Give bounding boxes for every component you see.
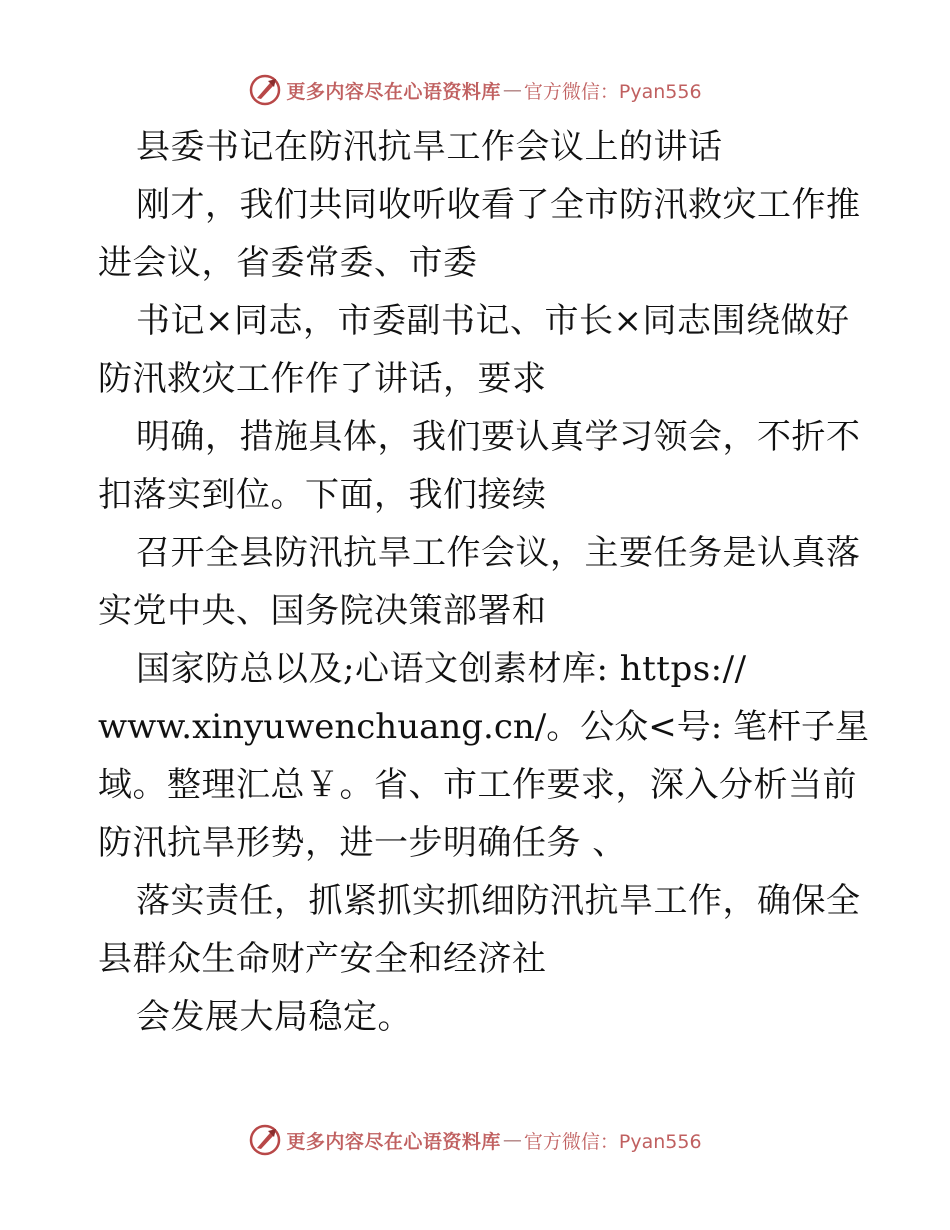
banner-separator: — [502, 1129, 522, 1151]
paragraph-line: 进会议，省委常委、市委 [98, 243, 478, 283]
paragraph-line: 会发展大局稳定。 [136, 997, 412, 1037]
paragraph-line: 防汛救灾工作作了讲话，要求 [98, 359, 547, 399]
quill-seal-logo-icon [248, 73, 282, 107]
banner-separator: — [502, 79, 522, 101]
banner-text: 更多内容尽在心语资料库 [286, 1130, 501, 1153]
paragraph-line: 国家防总以及;心语文创素材库: https:// [136, 649, 747, 689]
banner-wechat: 官方微信：Pyan556 [523, 80, 702, 103]
paragraph-line: 域。整理汇总￥。省、市工作要求，深入分析当前 [98, 765, 857, 805]
paragraph-line: 县群众生命财产安全和经济社 [98, 939, 547, 979]
header-banner [0, 70, 950, 110]
paragraph-line: 落实责任，抓紧抓实抓细防汛抗旱工作，确保全 [136, 881, 861, 921]
paragraph-line: 扣落实到位。下面，我们接续 [98, 475, 547, 515]
paragraph-line: 防汛抗旱形势，进一步明确任务 、 [98, 823, 627, 863]
paragraph-line: www.xinyuwenchuang.cn/。公众<号: 笔杆子星 [98, 707, 869, 747]
paragraph-line: 刚才，我们共同收听收看了全市防汛救灾工作推 [136, 185, 861, 225]
paragraph-line: 明确，措施具体，我们要认真学习领会，不折不 [136, 417, 861, 457]
quill-seal-logo-icon [248, 1123, 282, 1157]
banner-wechat: 官方微信：Pyan556 [523, 1130, 702, 1153]
paragraph-line: 召开全县防汛抗旱工作会议，主要任务是认真落 [136, 533, 861, 573]
footer-banner [0, 1120, 950, 1160]
paragraph-line: 书记×同志，市委副书记、市长×同志围绕做好 [136, 301, 850, 341]
document-title: 县委书记在防汛抗旱工作会议上的讲话 [136, 127, 723, 167]
document-body [98, 118, 869, 1046]
banner-text: 更多内容尽在心语资料库 [286, 80, 501, 103]
paragraph-line: 实党中央、国务院决策部署和 [98, 591, 547, 631]
